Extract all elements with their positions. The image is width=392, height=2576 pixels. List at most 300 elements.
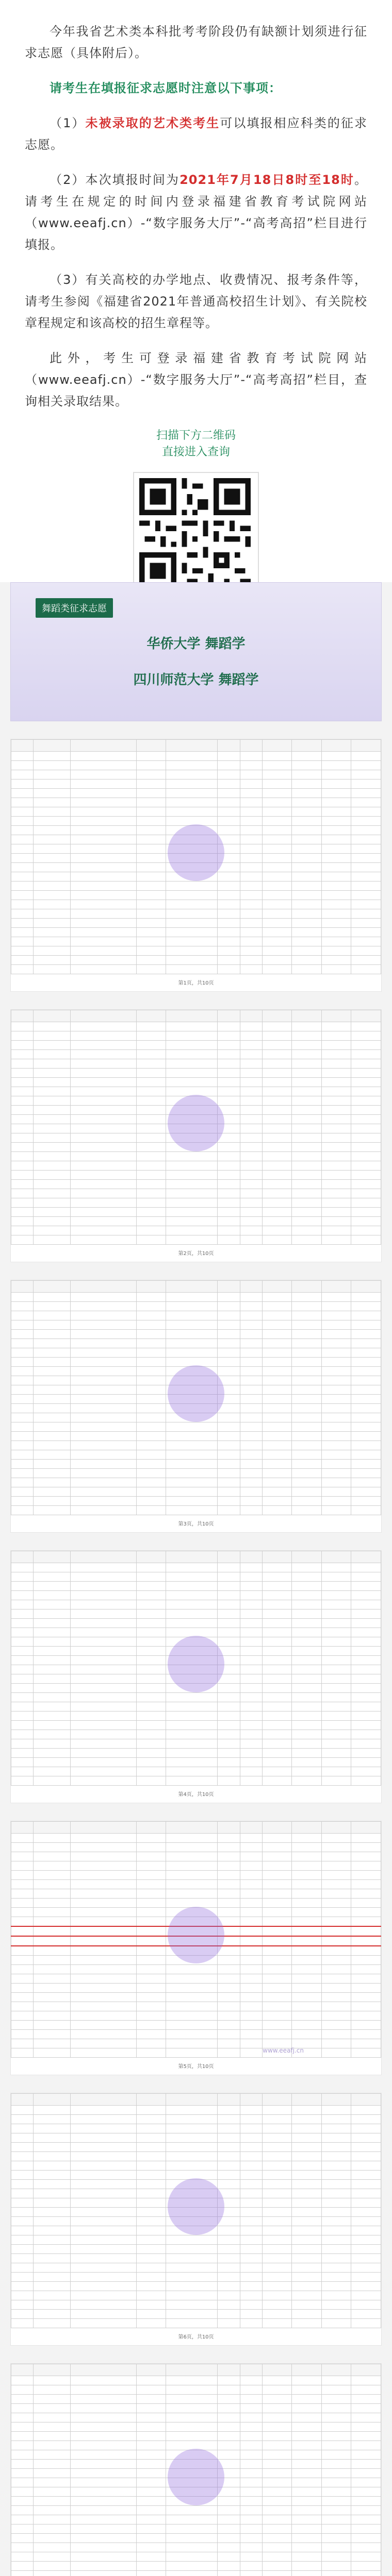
table-cell (137, 1852, 166, 1861)
table-cell (351, 1189, 381, 1198)
table-cell (263, 1628, 292, 1637)
table-cell (137, 2254, 166, 2263)
table-cell (263, 1217, 292, 1226)
table-cell (70, 1050, 136, 1059)
table-cell (218, 891, 240, 900)
table-cell (11, 2143, 34, 2152)
table-cell (218, 779, 240, 789)
table-cell (70, 2395, 136, 2404)
table-cell (263, 2300, 292, 2310)
table-row (11, 2189, 381, 2198)
table-cell (263, 1133, 292, 1143)
table-row (11, 2524, 381, 2534)
table-cell (321, 1226, 351, 1235)
table-cell (34, 1956, 71, 1965)
table-header-cell (166, 1551, 218, 1563)
table-cell (351, 2254, 381, 2263)
table-cell (240, 2497, 262, 2506)
table-cell (240, 2226, 262, 2235)
table-cell (11, 1031, 34, 1041)
table-cell (351, 2506, 381, 2515)
table-cell (11, 1758, 34, 1767)
table-cell (70, 817, 136, 826)
table-cell (218, 1217, 240, 1226)
table-cell (137, 1069, 166, 1078)
table-cell (11, 1749, 34, 1758)
table-row (11, 1637, 381, 1647)
table-header-cell (292, 1551, 321, 1563)
table-cell (11, 1367, 34, 1376)
table-cell (137, 1497, 166, 1506)
table-cell (351, 891, 381, 900)
table-cell (34, 1739, 71, 1749)
table-cell (70, 1936, 136, 1946)
table-cell (166, 2413, 218, 2422)
table-cell (218, 1450, 240, 1460)
table-cell (11, 1450, 34, 1460)
table-cell (263, 1031, 292, 1041)
table-cell (218, 1684, 240, 1693)
table-cell (351, 2021, 381, 2030)
table-cell (137, 1758, 166, 1767)
table-header-cell (218, 1822, 240, 1834)
table-cell (11, 2217, 34, 2226)
table-cell (351, 1563, 381, 1572)
table-cell (11, 2208, 34, 2217)
table-cell (218, 2432, 240, 2441)
table-row (11, 2254, 381, 2263)
table-cell (292, 919, 321, 928)
table-cell (292, 1413, 321, 1422)
table-cell (137, 2487, 166, 2497)
table-cell (166, 1936, 218, 1946)
table-cell (351, 1702, 381, 1711)
table-cell (34, 1302, 71, 1311)
table-cell (11, 1404, 34, 1413)
table-cell (292, 1711, 321, 1721)
table-cell (263, 1143, 292, 1152)
table-cell (218, 1647, 240, 1656)
table-cell (166, 909, 218, 919)
table-cell (321, 1880, 351, 1889)
table-cell (240, 1078, 262, 1087)
table-cell (218, 1348, 240, 1358)
table-cell (351, 1917, 381, 1927)
table-cell (11, 1767, 34, 1776)
table-cell (321, 1302, 351, 1311)
table-cell (34, 1974, 71, 1984)
table-cell (218, 1059, 240, 1069)
table-cell (240, 1609, 262, 1619)
table-cell (263, 1339, 292, 1348)
table-cell (292, 2189, 321, 2198)
banner-school-1: 华侨大学 舞蹈学 (146, 636, 246, 652)
table-cell (351, 2432, 381, 2441)
table-cell (70, 1871, 136, 1880)
table-cell (137, 1358, 166, 1367)
table-cell (263, 1749, 292, 1758)
table-cell (240, 1106, 262, 1115)
table-cell (70, 2469, 136, 2478)
table-cell (321, 1984, 351, 1993)
table-cell (240, 1993, 262, 2002)
table-cell (70, 2039, 136, 2048)
table-cell (321, 2422, 351, 2432)
query-note: 此外，考生可登录福建省教育考试院网站（www.eeafj.cn）-“数字服务大厅”-“高考高招”栏目，查询相关录取结果。 (25, 351, 367, 409)
table-cell (218, 2143, 240, 2152)
table-cell (218, 2300, 240, 2310)
table-row (11, 1936, 381, 1946)
table-cell (351, 2404, 381, 2413)
table-header-cell (34, 1822, 71, 1834)
table-row (11, 2048, 381, 2058)
table-cell (240, 1189, 262, 1198)
table-cell (218, 1198, 240, 1208)
table-cell (351, 2152, 381, 2161)
table-cell (11, 2432, 34, 2441)
table-cell (240, 1022, 262, 1031)
table-row (11, 798, 381, 807)
table-cell (11, 1852, 34, 1861)
table-cell (166, 2515, 218, 2524)
table-cell (292, 1591, 321, 1600)
table-cell (218, 1320, 240, 1330)
table-cell (218, 2562, 240, 2571)
table-cell (34, 1647, 71, 1656)
table-cell (351, 1413, 381, 1422)
table-cell (351, 1834, 381, 1843)
table-cell (218, 1619, 240, 1628)
table-cell (263, 2497, 292, 2506)
table-cell (292, 1330, 321, 1339)
qr-code-icon[interactable] (133, 472, 259, 598)
table-row (11, 1059, 381, 1069)
table-cell (34, 1965, 71, 1974)
table-row (11, 1647, 381, 1656)
table-cell (11, 2310, 34, 2319)
table-cell (218, 2030, 240, 2039)
table-header-cell (351, 2364, 381, 2376)
table-cell (292, 1984, 321, 1993)
table-cell (292, 1936, 321, 1946)
table-cell (240, 761, 262, 770)
table-cell (137, 2021, 166, 2030)
table-cell (137, 1143, 166, 1152)
table-cell (292, 2124, 321, 2133)
table-cell (263, 2552, 292, 2562)
table-header-cell (34, 2364, 71, 2376)
table-cell (263, 1739, 292, 1749)
table-cell (137, 807, 166, 817)
table-cell (166, 1450, 218, 1460)
table-cell (321, 909, 351, 919)
table-row (11, 1889, 381, 1899)
table-cell (292, 798, 321, 807)
table-cell (240, 1936, 262, 1946)
table-cell (292, 2395, 321, 2404)
table-cell (70, 1348, 136, 1358)
table-cell (166, 1749, 218, 1758)
table-cell (166, 1235, 218, 1245)
table-cell (351, 1478, 381, 1487)
table-cell (218, 1861, 240, 1871)
table-cell (321, 1936, 351, 1946)
table-cell (351, 2143, 381, 2152)
table-cell (292, 882, 321, 891)
table-cell (240, 1059, 262, 1069)
table-cell (351, 2226, 381, 2235)
table-cell (166, 752, 218, 761)
table-cell (292, 1497, 321, 1506)
table-cell (137, 1899, 166, 1908)
table-cell (70, 1506, 136, 1515)
table-cell (11, 2506, 34, 2515)
table-row (11, 1665, 381, 1674)
table-cell (137, 761, 166, 770)
table-cell (263, 1852, 292, 1861)
table-cell (351, 956, 381, 965)
table-cell (137, 2273, 166, 2282)
table-cell (351, 1469, 381, 1478)
table-cell (292, 2469, 321, 2478)
table-cell (218, 1582, 240, 1591)
table-cell (263, 2385, 292, 2395)
table-cell (292, 1376, 321, 1385)
table-cell (34, 919, 71, 928)
table-cell (263, 2413, 292, 2422)
table-row (11, 937, 381, 946)
table-cell (321, 1422, 351, 1432)
table-cell (351, 835, 381, 844)
table-cell (263, 2450, 292, 2460)
table-cell (70, 1059, 136, 1069)
table-cell (240, 928, 262, 937)
table-cell (11, 1834, 34, 1843)
table-cell (34, 1711, 71, 1721)
table-row (11, 1609, 381, 1619)
table-cell (11, 1936, 34, 1946)
table-cell (70, 1293, 136, 1302)
table-cell (218, 1143, 240, 1152)
table-cell (70, 872, 136, 882)
table-cell (263, 1450, 292, 1460)
table-cell (292, 1917, 321, 1927)
table-cell (263, 1834, 292, 1843)
table-cell (218, 1133, 240, 1143)
table-cell (34, 2515, 71, 2524)
table-cell (321, 2143, 351, 2152)
table-cell (240, 2460, 262, 2469)
table-cell (351, 937, 381, 946)
table-cell (240, 1208, 262, 1217)
table-cell (321, 2030, 351, 2039)
plan-table-page (10, 2363, 382, 2576)
table-cell (70, 1432, 136, 1441)
table-cell (11, 1152, 34, 1161)
table-cell (292, 2413, 321, 2422)
table-cell (137, 2124, 166, 2133)
table-cell (11, 1198, 34, 1208)
table-cell (34, 2217, 71, 2226)
table-cell (292, 1161, 321, 1171)
table-cell (218, 1926, 240, 1936)
table-cell (70, 1956, 136, 1965)
table-cell (351, 2497, 381, 2506)
table-row (11, 1069, 381, 1078)
table-cell (34, 1889, 71, 1899)
table-cell (218, 1665, 240, 1674)
table-cell (137, 1926, 166, 1936)
table-row (11, 1974, 381, 1984)
table-cell (137, 2515, 166, 2524)
table-row (11, 1152, 381, 1161)
table-cell (351, 2524, 381, 2534)
table-cell (240, 956, 262, 965)
table-cell (34, 2254, 71, 2263)
table-cell (166, 2385, 218, 2395)
table-cell (240, 2404, 262, 2413)
table-cell (34, 1041, 71, 1050)
table-cell (11, 1106, 34, 1115)
table-cell (70, 2534, 136, 2543)
table-cell (70, 2235, 136, 2245)
table-header-cell (70, 1281, 136, 1293)
table-cell (240, 2571, 262, 2576)
table-cell (351, 1059, 381, 1069)
table-cell (137, 2002, 166, 2011)
table-cell (166, 1572, 218, 1582)
table-cell (137, 2385, 166, 2395)
table-cell (351, 1348, 381, 1358)
table-cell (292, 2245, 321, 2254)
table-cell (292, 1022, 321, 1031)
table-cell (292, 1385, 321, 1395)
table-cell (292, 2161, 321, 2171)
table-cell (263, 1115, 292, 1124)
table-cell (240, 919, 262, 928)
table-cell (166, 1908, 218, 1917)
table-cell (240, 1050, 262, 1059)
table-cell (70, 1041, 136, 1050)
table-cell (11, 1984, 34, 1993)
table-cell (34, 752, 71, 761)
table-cell (166, 891, 218, 900)
table-cell (137, 2460, 166, 2469)
table-cell (70, 1711, 136, 1721)
table-cell (70, 1031, 136, 1041)
table-cell (218, 1591, 240, 1600)
table-cell (351, 965, 381, 974)
table-cell (240, 1674, 262, 1684)
table-cell (351, 2115, 381, 2124)
table-cell (34, 1050, 71, 1059)
table-cell (321, 1711, 351, 1721)
table-cell (11, 2478, 34, 2487)
table-cell (34, 2413, 71, 2422)
table-cell (263, 1711, 292, 1721)
table-cell (321, 1674, 351, 1684)
table-cell (34, 1702, 71, 1711)
table-cell (218, 789, 240, 798)
table-header-cell (351, 2094, 381, 2106)
table-cell (166, 1628, 218, 1637)
table-cell (34, 1758, 71, 1767)
table-cell (70, 1208, 136, 1217)
table-cell (70, 863, 136, 872)
table-cell (11, 2011, 34, 2021)
table-cell (11, 872, 34, 882)
table-cell (34, 928, 71, 937)
table-row (11, 1226, 381, 1235)
table-cell (70, 946, 136, 956)
table-cell (263, 1861, 292, 1871)
table-cell (321, 2021, 351, 2030)
table-cell (70, 2376, 136, 2385)
table-cell (11, 1487, 34, 1497)
table-row (11, 1739, 381, 1749)
table-cell (218, 2506, 240, 2515)
table-cell (240, 2002, 262, 2011)
table-row (11, 2460, 381, 2469)
table-cell (218, 1965, 240, 1974)
table-cell (240, 2273, 262, 2282)
table-cell (70, 2310, 136, 2319)
table-cell (351, 798, 381, 807)
table-cell (166, 863, 218, 872)
table-cell (263, 2124, 292, 2133)
table-cell (321, 2413, 351, 2422)
table-cell (218, 1936, 240, 1946)
table-cell (34, 1106, 71, 1115)
plan-table (11, 1280, 381, 1515)
table-header-cell (34, 1551, 71, 1563)
table-cell (166, 2152, 218, 2161)
table-cell (34, 1946, 71, 1956)
table-cell (34, 1358, 71, 1367)
table-cell (321, 844, 351, 854)
table-header-cell (240, 2364, 262, 2376)
table-cell (166, 844, 218, 854)
table-cell (240, 844, 262, 854)
table-cell (70, 1861, 136, 1871)
table-cell (11, 2133, 34, 2143)
table-cell (321, 2217, 351, 2226)
table-cell (34, 1628, 71, 1637)
table-cell (34, 1059, 71, 1069)
table-row (11, 965, 381, 974)
table-cell (34, 1619, 71, 1628)
table-cell (34, 1441, 71, 1450)
table-cell (34, 909, 71, 919)
table-cell (70, 2198, 136, 2208)
table-cell (166, 882, 218, 891)
table-cell (137, 1022, 166, 1031)
table-cell (11, 2171, 34, 2180)
table-cell (240, 1293, 262, 1302)
table-cell (70, 1189, 136, 1198)
table-header-cell (292, 1010, 321, 1022)
table-row (11, 1358, 381, 1367)
table-cell (166, 2506, 218, 2515)
table-cell (292, 1235, 321, 1245)
table-cell (218, 752, 240, 761)
table-cell (240, 1432, 262, 1441)
table-cell (263, 2310, 292, 2319)
plan-table-page (10, 739, 382, 992)
table-cell (166, 1432, 218, 1441)
table-row (11, 1385, 381, 1395)
table-cell (321, 2441, 351, 2450)
